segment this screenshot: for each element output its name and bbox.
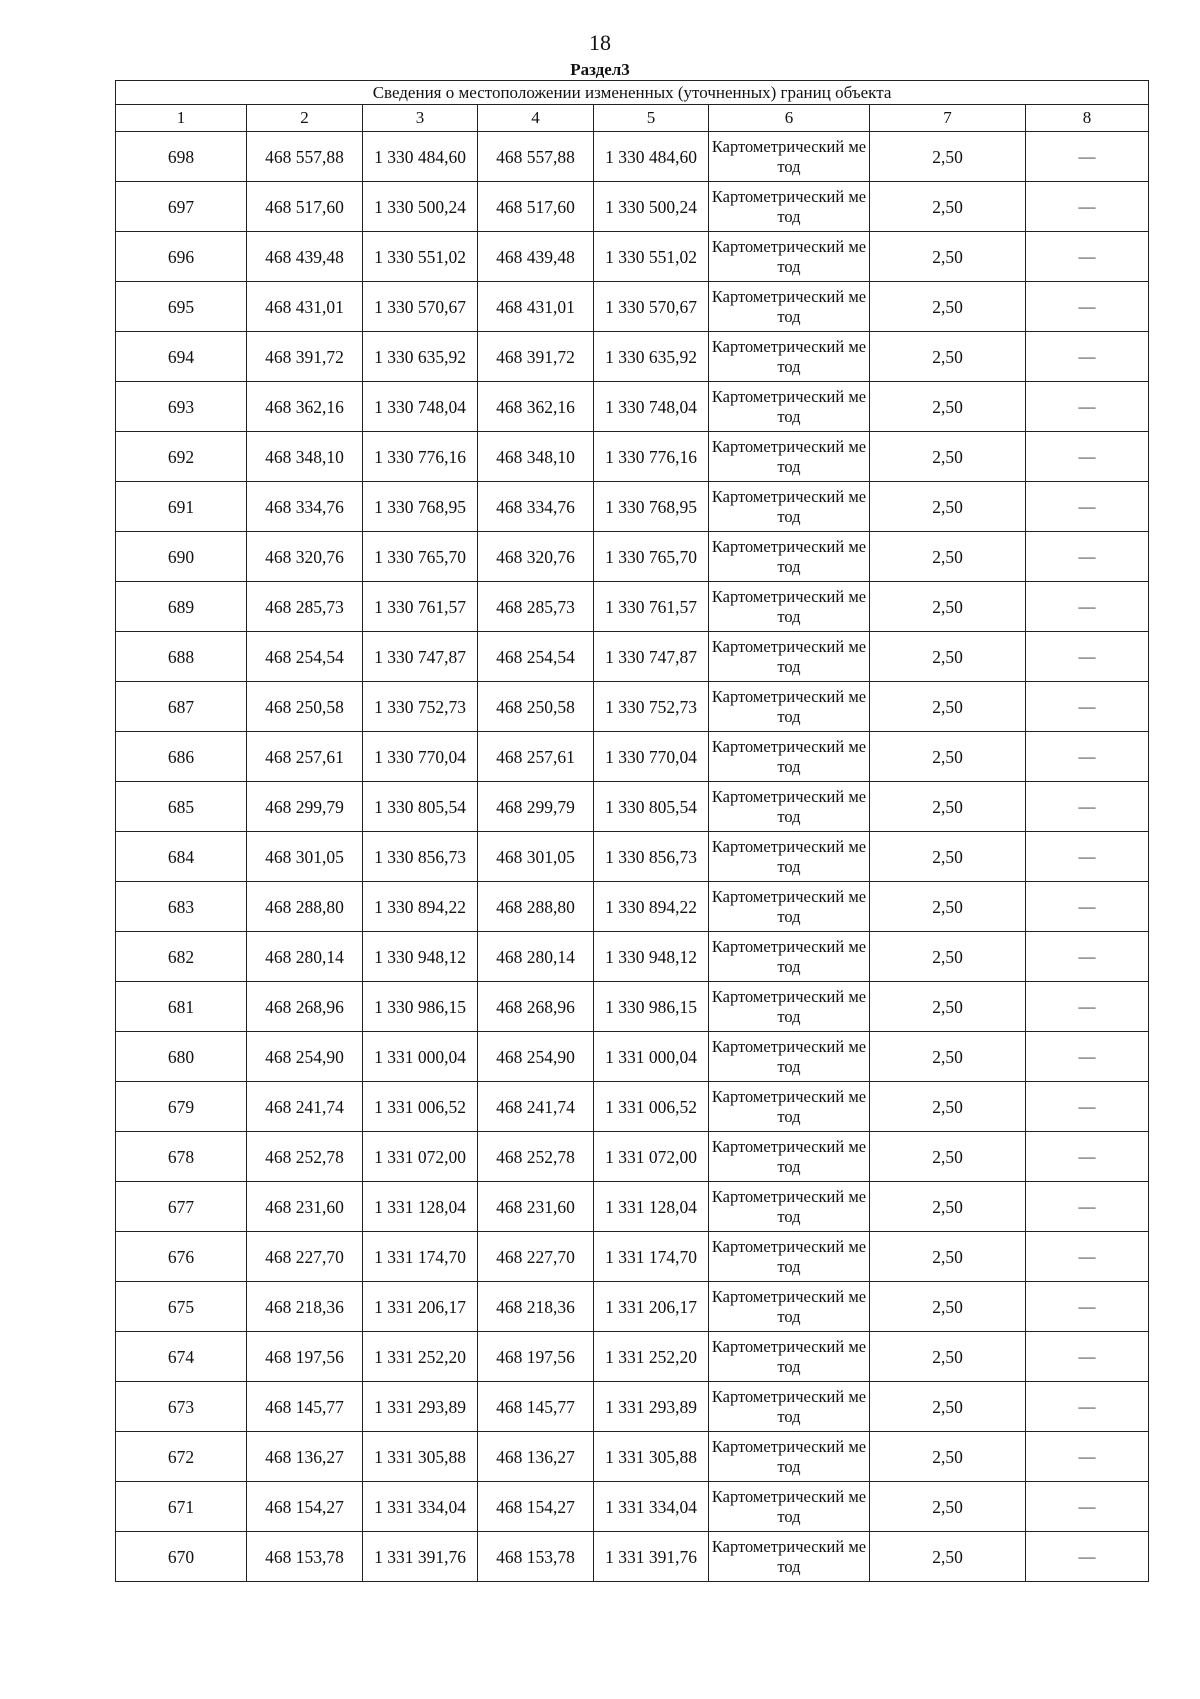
description-cell: —	[1026, 782, 1149, 832]
point-number-cell: 682	[116, 932, 247, 982]
x-new-cell: 468 362,16	[478, 382, 594, 432]
accuracy-cell: 2,50	[870, 582, 1026, 632]
accuracy-cell: 2,50	[870, 282, 1026, 332]
table-caption: Сведения о местоположении измененных (уточненных) границ объекта	[116, 81, 1149, 105]
x-new-cell: 468 154,27	[478, 1482, 594, 1532]
point-number-cell: 675	[116, 1282, 247, 1332]
table-row	[116, 182, 1149, 232]
x-new-cell: 468 227,70	[478, 1232, 594, 1282]
point-number-cell: 683	[116, 882, 247, 932]
point-number-cell: 676	[116, 1232, 247, 1282]
method-cell: Картометрический метод	[709, 1082, 870, 1132]
x-new-cell: 468 280,14	[478, 932, 594, 982]
y-new-cell: 1 330 768,95	[594, 482, 709, 532]
description-cell: —	[1026, 1432, 1149, 1482]
x-old-cell: 468 257,61	[247, 732, 363, 782]
x-old-cell: 468 145,77	[247, 1382, 363, 1432]
y-new-cell: 1 330 770,04	[594, 732, 709, 782]
y-old-cell: 1 331 206,17	[363, 1282, 478, 1332]
method-cell: Картометрический метод	[709, 982, 870, 1032]
description-cell: —	[1026, 382, 1149, 432]
point-number-cell: 685	[116, 782, 247, 832]
accuracy-cell: 2,50	[870, 782, 1026, 832]
x-new-cell: 468 557,88	[478, 132, 594, 182]
y-old-cell: 1 331 128,04	[363, 1182, 478, 1232]
x-old-cell: 468 197,56	[247, 1332, 363, 1382]
description-cell: —	[1026, 182, 1149, 232]
description-cell: —	[1026, 582, 1149, 632]
table-row	[116, 582, 1149, 632]
x-old-cell: 468 320,76	[247, 532, 363, 582]
table-row	[116, 832, 1149, 882]
y-old-cell: 1 330 761,57	[363, 582, 478, 632]
x-old-cell: 468 391,72	[247, 332, 363, 382]
y-new-cell: 1 331 305,88	[594, 1432, 709, 1482]
x-new-cell: 468 241,74	[478, 1082, 594, 1132]
accuracy-cell: 2,50	[870, 632, 1026, 682]
point-number-cell: 678	[116, 1132, 247, 1182]
accuracy-cell: 2,50	[870, 982, 1026, 1032]
description-cell: —	[1026, 682, 1149, 732]
x-old-cell: 468 250,58	[247, 682, 363, 732]
x-new-cell: 468 285,73	[478, 582, 594, 632]
y-old-cell: 1 330 765,70	[363, 532, 478, 582]
x-old-cell: 468 288,80	[247, 882, 363, 932]
method-cell: Картометрический метод	[709, 932, 870, 982]
accuracy-cell: 2,50	[870, 1232, 1026, 1282]
point-number-cell: 688	[116, 632, 247, 682]
method-cell: Картометрический метод	[709, 782, 870, 832]
y-new-cell: 1 331 293,89	[594, 1382, 709, 1432]
accuracy-cell: 2,50	[870, 1282, 1026, 1332]
description-cell: —	[1026, 932, 1149, 982]
accuracy-cell: 2,50	[870, 932, 1026, 982]
description-cell: —	[1026, 1082, 1149, 1132]
method-cell: Картометрический метод	[709, 332, 870, 382]
point-number-cell: 677	[116, 1182, 247, 1232]
x-new-cell: 468 254,54	[478, 632, 594, 682]
x-new-cell: 468 439,48	[478, 232, 594, 282]
point-number-cell: 697	[116, 182, 247, 232]
table-row	[116, 1082, 1149, 1132]
x-old-cell: 468 431,01	[247, 282, 363, 332]
x-old-cell: 468 227,70	[247, 1232, 363, 1282]
y-new-cell: 1 330 551,02	[594, 232, 709, 282]
x-new-cell: 468 431,01	[478, 282, 594, 332]
description-cell: —	[1026, 332, 1149, 382]
y-new-cell: 1 330 570,67	[594, 282, 709, 332]
table-row	[116, 232, 1149, 282]
x-new-cell: 468 136,27	[478, 1432, 594, 1482]
column-number: 6	[709, 105, 870, 132]
table-row	[116, 1232, 1149, 1282]
x-new-cell: 468 391,72	[478, 332, 594, 382]
column-number: 3	[363, 105, 478, 132]
point-number-cell: 672	[116, 1432, 247, 1482]
table-row	[116, 682, 1149, 732]
accuracy-cell: 2,50	[870, 1332, 1026, 1382]
x-new-cell: 468 320,76	[478, 532, 594, 582]
y-new-cell: 1 331 000,04	[594, 1032, 709, 1082]
y-new-cell: 1 330 948,12	[594, 932, 709, 982]
point-number-cell: 694	[116, 332, 247, 382]
x-old-cell: 468 136,27	[247, 1432, 363, 1482]
x-new-cell: 468 517,60	[478, 182, 594, 232]
y-new-cell: 1 330 856,73	[594, 832, 709, 882]
point-number-cell: 690	[116, 532, 247, 582]
x-old-cell: 468 154,27	[247, 1482, 363, 1532]
x-old-cell: 468 268,96	[247, 982, 363, 1032]
point-number-cell: 674	[116, 1332, 247, 1382]
y-old-cell: 1 331 174,70	[363, 1232, 478, 1282]
method-cell: Картометрический метод	[709, 282, 870, 332]
table-row	[116, 482, 1149, 532]
description-cell: —	[1026, 1532, 1149, 1582]
y-new-cell: 1 331 391,76	[594, 1532, 709, 1582]
table-row	[116, 1482, 1149, 1532]
y-old-cell: 1 331 293,89	[363, 1382, 478, 1432]
accuracy-cell: 2,50	[870, 132, 1026, 182]
point-number-cell: 671	[116, 1482, 247, 1532]
y-new-cell: 1 331 006,52	[594, 1082, 709, 1132]
point-number-cell: 686	[116, 732, 247, 782]
column-number: 1	[116, 105, 247, 132]
accuracy-cell: 2,50	[870, 832, 1026, 882]
method-cell: Картометрический метод	[709, 1382, 870, 1432]
method-cell: Картометрический метод	[709, 1032, 870, 1082]
y-old-cell: 1 331 252,20	[363, 1332, 478, 1382]
description-cell: —	[1026, 432, 1149, 482]
accuracy-cell: 2,50	[870, 1182, 1026, 1232]
y-old-cell: 1 330 748,04	[363, 382, 478, 432]
y-old-cell: 1 331 000,04	[363, 1032, 478, 1082]
y-old-cell: 1 331 072,00	[363, 1132, 478, 1182]
table-row	[116, 1332, 1149, 1382]
y-old-cell: 1 330 484,60	[363, 132, 478, 182]
y-new-cell: 1 330 752,73	[594, 682, 709, 732]
accuracy-cell: 2,50	[870, 232, 1026, 282]
method-cell: Картометрический метод	[709, 1532, 870, 1582]
table-row	[116, 1382, 1149, 1432]
method-cell: Картометрический метод	[709, 682, 870, 732]
method-cell: Картометрический метод	[709, 532, 870, 582]
y-old-cell: 1 331 391,76	[363, 1532, 478, 1582]
table-caption-row	[116, 81, 1149, 105]
description-cell: —	[1026, 1182, 1149, 1232]
accuracy-cell: 2,50	[870, 1432, 1026, 1482]
table-row	[116, 882, 1149, 932]
description-cell: —	[1026, 1032, 1149, 1082]
y-old-cell: 1 330 805,54	[363, 782, 478, 832]
accuracy-cell: 2,50	[870, 682, 1026, 732]
table-row	[116, 732, 1149, 782]
description-cell: —	[1026, 632, 1149, 682]
method-cell: Картометрический метод	[709, 1132, 870, 1182]
table-row	[116, 782, 1149, 832]
x-new-cell: 468 348,10	[478, 432, 594, 482]
point-number-cell: 695	[116, 282, 247, 332]
description-cell: —	[1026, 1132, 1149, 1182]
x-new-cell: 468 197,56	[478, 1332, 594, 1382]
y-old-cell: 1 330 752,73	[363, 682, 478, 732]
accuracy-cell: 2,50	[870, 882, 1026, 932]
y-new-cell: 1 330 747,87	[594, 632, 709, 682]
method-cell: Картометрический метод	[709, 1282, 870, 1332]
y-old-cell: 1 330 551,02	[363, 232, 478, 282]
accuracy-cell: 2,50	[870, 1482, 1026, 1532]
method-cell: Картометрический метод	[709, 1182, 870, 1232]
y-old-cell: 1 330 776,16	[363, 432, 478, 482]
point-number-cell: 698	[116, 132, 247, 182]
y-old-cell: 1 331 334,04	[363, 1482, 478, 1532]
x-new-cell: 468 153,78	[478, 1532, 594, 1582]
accuracy-cell: 2,50	[870, 1132, 1026, 1182]
x-new-cell: 468 301,05	[478, 832, 594, 882]
point-number-cell: 696	[116, 232, 247, 282]
column-number: 8	[1026, 105, 1149, 132]
y-new-cell: 1 330 805,54	[594, 782, 709, 832]
description-cell: —	[1026, 832, 1149, 882]
method-cell: Картометрический метод	[709, 582, 870, 632]
y-new-cell: 1 330 484,60	[594, 132, 709, 182]
y-new-cell: 1 330 635,92	[594, 332, 709, 382]
description-cell: —	[1026, 482, 1149, 532]
y-new-cell: 1 330 776,16	[594, 432, 709, 482]
point-number-cell: 689	[116, 582, 247, 632]
table-row	[116, 1432, 1149, 1482]
x-new-cell: 468 145,77	[478, 1382, 594, 1432]
x-new-cell: 468 334,76	[478, 482, 594, 532]
column-number: 4	[478, 105, 594, 132]
method-cell: Картометрический метод	[709, 432, 870, 482]
y-old-cell: 1 330 948,12	[363, 932, 478, 982]
point-number-cell: 680	[116, 1032, 247, 1082]
method-cell: Картометрический метод	[709, 232, 870, 282]
y-new-cell: 1 331 206,17	[594, 1282, 709, 1332]
x-old-cell: 468 362,16	[247, 382, 363, 432]
point-number-cell: 673	[116, 1382, 247, 1432]
table-row	[116, 432, 1149, 482]
x-new-cell: 468 268,96	[478, 982, 594, 1032]
description-cell: —	[1026, 1332, 1149, 1382]
description-cell: —	[1026, 282, 1149, 332]
table-row	[116, 1282, 1149, 1332]
description-cell: —	[1026, 882, 1149, 932]
y-new-cell: 1 331 334,04	[594, 1482, 709, 1532]
y-old-cell: 1 331 305,88	[363, 1432, 478, 1482]
y-new-cell: 1 331 252,20	[594, 1332, 709, 1382]
point-number-cell: 679	[116, 1082, 247, 1132]
table-row	[116, 932, 1149, 982]
table-row	[116, 382, 1149, 432]
accuracy-cell: 2,50	[870, 1382, 1026, 1432]
x-old-cell: 468 334,76	[247, 482, 363, 532]
x-old-cell: 468 517,60	[247, 182, 363, 232]
column-number: 5	[594, 105, 709, 132]
x-old-cell: 468 252,78	[247, 1132, 363, 1182]
y-new-cell: 1 330 894,22	[594, 882, 709, 932]
x-old-cell: 468 301,05	[247, 832, 363, 882]
method-cell: Картометрический метод	[709, 132, 870, 182]
x-new-cell: 468 252,78	[478, 1132, 594, 1182]
y-old-cell: 1 330 570,67	[363, 282, 478, 332]
method-cell: Картометрический метод	[709, 1482, 870, 1532]
boundary-coordinates-table	[115, 80, 1149, 1582]
x-new-cell: 468 231,60	[478, 1182, 594, 1232]
description-cell: —	[1026, 232, 1149, 282]
point-number-cell: 681	[116, 982, 247, 1032]
accuracy-cell: 2,50	[870, 532, 1026, 582]
section-title: Раздел3	[570, 60, 630, 79]
x-new-cell: 468 299,79	[478, 782, 594, 832]
y-new-cell: 1 330 500,24	[594, 182, 709, 232]
x-old-cell: 468 218,36	[247, 1282, 363, 1332]
y-old-cell: 1 330 856,73	[363, 832, 478, 882]
description-cell: —	[1026, 1482, 1149, 1532]
point-number-cell: 691	[116, 482, 247, 532]
x-new-cell: 468 288,80	[478, 882, 594, 932]
description-cell: —	[1026, 732, 1149, 782]
y-new-cell: 1 330 986,15	[594, 982, 709, 1032]
y-new-cell: 1 331 072,00	[594, 1132, 709, 1182]
table-body	[116, 132, 1149, 1582]
description-cell: —	[1026, 132, 1149, 182]
x-old-cell: 468 348,10	[247, 432, 363, 482]
x-new-cell: 468 218,36	[478, 1282, 594, 1332]
y-old-cell: 1 330 768,95	[363, 482, 478, 532]
page-number: 18	[589, 30, 611, 55]
method-cell: Картометрический метод	[709, 882, 870, 932]
method-cell: Картометрический метод	[709, 832, 870, 882]
accuracy-cell: 2,50	[870, 382, 1026, 432]
y-new-cell: 1 331 174,70	[594, 1232, 709, 1282]
method-cell: Картометрический метод	[709, 382, 870, 432]
y-new-cell: 1 330 748,04	[594, 382, 709, 432]
accuracy-cell: 2,50	[870, 732, 1026, 782]
table-row	[116, 982, 1149, 1032]
x-old-cell: 468 299,79	[247, 782, 363, 832]
method-cell: Картометрический метод	[709, 632, 870, 682]
x-new-cell: 468 257,61	[478, 732, 594, 782]
column-number: 7	[870, 105, 1026, 132]
table-row	[116, 532, 1149, 582]
y-old-cell: 1 330 635,92	[363, 332, 478, 382]
point-number-cell: 687	[116, 682, 247, 732]
y-old-cell: 1 330 986,15	[363, 982, 478, 1032]
accuracy-cell: 2,50	[870, 1532, 1026, 1582]
column-number: 2	[247, 105, 363, 132]
x-old-cell: 468 557,88	[247, 132, 363, 182]
y-new-cell: 1 331 128,04	[594, 1182, 709, 1232]
table-row	[116, 282, 1149, 332]
description-cell: —	[1026, 982, 1149, 1032]
method-cell: Картометрический метод	[709, 182, 870, 232]
table-row	[116, 1182, 1149, 1232]
table-row	[116, 632, 1149, 682]
table-row	[116, 132, 1149, 182]
y-old-cell: 1 330 894,22	[363, 882, 478, 932]
table-row	[116, 1032, 1149, 1082]
x-old-cell: 468 285,73	[247, 582, 363, 632]
accuracy-cell: 2,50	[870, 182, 1026, 232]
table-row	[116, 1132, 1149, 1182]
description-cell: —	[1026, 1382, 1149, 1432]
accuracy-cell: 2,50	[870, 432, 1026, 482]
description-cell: —	[1026, 532, 1149, 582]
point-number-cell: 670	[116, 1532, 247, 1582]
point-number-cell: 684	[116, 832, 247, 882]
method-cell: Картометрический метод	[709, 1432, 870, 1482]
table-row	[116, 332, 1149, 382]
description-cell: —	[1026, 1232, 1149, 1282]
table-row	[116, 1532, 1149, 1582]
x-old-cell: 468 254,90	[247, 1032, 363, 1082]
x-old-cell: 468 439,48	[247, 232, 363, 282]
y-old-cell: 1 331 006,52	[363, 1082, 478, 1132]
x-new-cell: 468 254,90	[478, 1032, 594, 1082]
accuracy-cell: 2,50	[870, 1082, 1026, 1132]
method-cell: Картометрический метод	[709, 482, 870, 532]
point-number-cell: 693	[116, 382, 247, 432]
y-old-cell: 1 330 500,24	[363, 182, 478, 232]
column-number-row	[116, 105, 1149, 132]
x-old-cell: 468 254,54	[247, 632, 363, 682]
accuracy-cell: 2,50	[870, 332, 1026, 382]
x-old-cell: 468 241,74	[247, 1082, 363, 1132]
y-new-cell: 1 330 761,57	[594, 582, 709, 632]
method-cell: Картометрический метод	[709, 1332, 870, 1382]
method-cell: Картометрический метод	[709, 1232, 870, 1282]
y-new-cell: 1 330 765,70	[594, 532, 709, 582]
method-cell: Картометрический метод	[709, 732, 870, 782]
description-cell: —	[1026, 1282, 1149, 1332]
accuracy-cell: 2,50	[870, 1032, 1026, 1082]
y-old-cell: 1 330 747,87	[363, 632, 478, 682]
x-old-cell: 468 231,60	[247, 1182, 363, 1232]
accuracy-cell: 2,50	[870, 482, 1026, 532]
x-new-cell: 468 250,58	[478, 682, 594, 732]
point-number-cell: 692	[116, 432, 247, 482]
x-old-cell: 468 153,78	[247, 1532, 363, 1582]
y-old-cell: 1 330 770,04	[363, 732, 478, 782]
x-old-cell: 468 280,14	[247, 932, 363, 982]
